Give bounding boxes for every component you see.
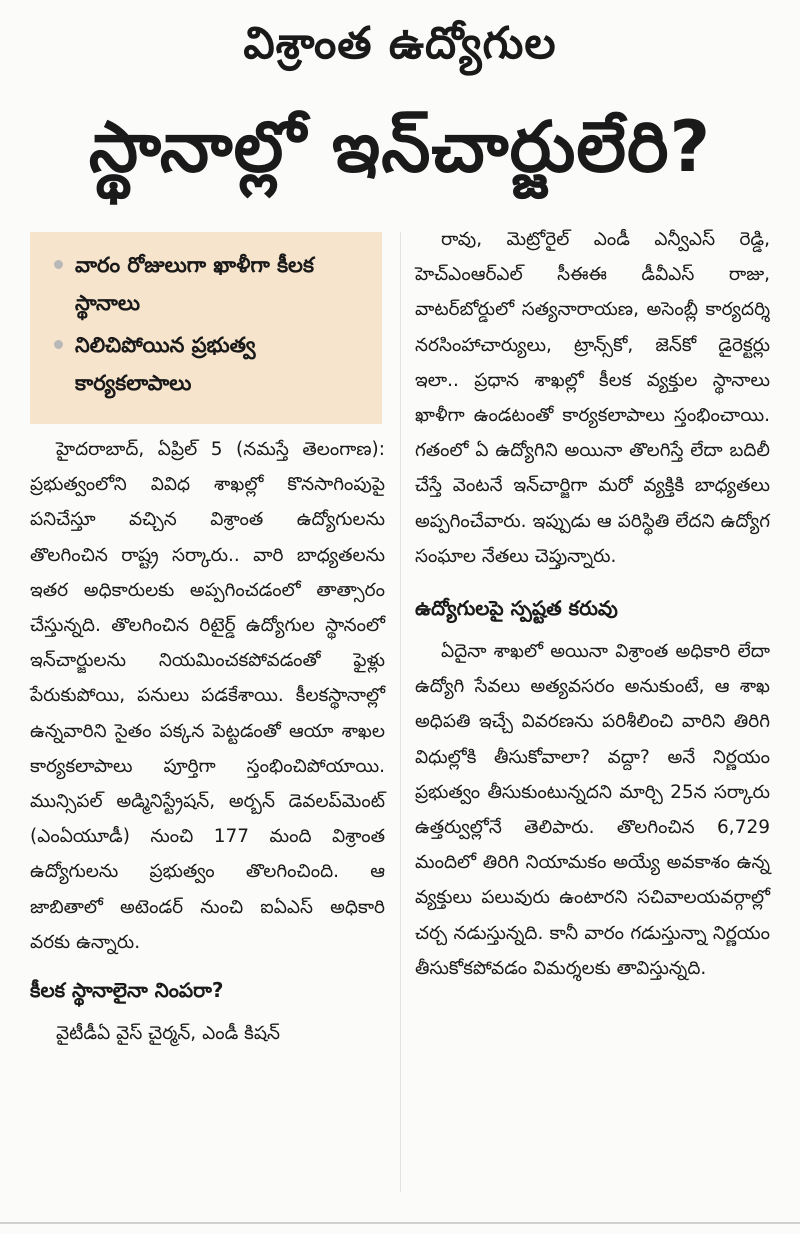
right-paragraph-2: ఏదైనా శాఖలో అయినా విశ్రాంత అధికారి లేదా ఉద్యోగి సేవలు అత్యవసరం అనుకుంటే, ఆ శాఖ అధిపతి ఇచ్చే వివరణను పరిశీలించి వారిని తిరిగి విధుల్లోకి తీసుకోవాలా? వద్దా? అనే నిర్ణయం ప్రభుత్వం తీసుకుంటున్నదని మార్చి 25న సర్కారు ఉత్తర్వుల్లోనే తెలిపారు. తొలగించిన 6,729 మందిలో తిరిగి నియామకం అయ్యే అవకాశం ఉన్న వ్యక్తులు పలువురు ఉంటారని సచివాలయవర్గాల్లో చర్చ నడుస్తున్నది. కానీ వారం గడుస్తున్నా నిర్ణయం తీసుకోకపోవడం విమర్శలకు తావిస్తున్నది. [415,641,770,979]
highlight-item [52,246,368,322]
right-paragraph-1: రావు, మెట్రోరైల్ ఎండీ ఎన్వీఎస్ రెడ్డి, హెచ్ఎంఆర్ఎల్ సీఈఈ డీవీఎస్ రాజు, వాటర్‌బోర్డులో సత్యనారాయణ, అసెంబ్లీ కార్యదర్శి నరసింహాచార్యులు, ట్రాన్స్‌కో, జెన్‌కో డైరెక్టర్లు ఇలా.. ప్రధాన శాఖల్లో కీలక వ్యక్తుల స్థానాలు ఖాళీగా ఉండటంతో కార్యకలాపాలు స్తంభించాయి. గతంలో ఏ ఉద్యోగిని అయినా తొలగిస్తే లేదా బదిలీ చేస్తే వెంటనే ఇన్‌చార్జిగా మరో వ్యక్తికి బాధ్యతలు అప్పగించేవారు. ఇప్పుడు ఆ పరిస్థితి లేదని ఉద్యోగ సంఘాల నేతలు చెప్తున్నారు. [415,229,770,567]
article-kicker: విశ్రాంత ఉద్యోగుల [243,18,557,69]
highlight-text: నిలిచిపోయిన ప్రభుత్వ కార్యకలాపాలు [75,333,256,395]
bottom-rule [0,1222,800,1224]
article-headline: స్థానాల్లో ఇన్‌చార్జులేరి? [88,106,712,188]
column-divider [400,232,401,1192]
right-column [415,222,770,986]
intro-paragraph: హైదరాబాద్, ఏప్రిల్ 5 (నమస్తే తెలంగాణ): ప్రభుత్వంలోని వివిధ శాఖల్లో కొనసాగింపుపై పనిచేస్తూ వచ్చిన విశ్రాంత ఉద్యోగులను తొలగించిన రాష్ట్ర సర్కారు.. వారి బాధ్యతలను ఇతర అధికారులకు అప్పగించడంలో తాత్సారం చేస్తున్నది. తొలగించిన రిటైర్డ్ ఉద్యోగుల స్థానంలో ఇన్‌చార్జులను నియమించకపోవడంతో ఫైళ్లు పేరుకుపోయి, పనులు పడకేశాయి. కీలకస్థానాల్లో ఉన్నవారిని సైతం పక్కన పెట్టడంతో ఆయా శాఖల కార్యకలాపాలు పూర్తిగా స్తంభించిపోయాయి. మున్సిపల్ అడ్మినిస్ట్రేషన్, అర్బన్ డెవలప్‌మెంట్ (ఎంఏయూడీ) నుంచి 177 మంది విశ్రాంత ఉద్యోగులను ప్రభుత్వం తొలగించింది. ఆ జాబితాలో అటెండర్ నుంచి ఐఏఎస్ అధికారి వరకు ఉన్నారు. [30,439,385,953]
highlight-item [52,326,368,402]
highlight-text: వారం రోజులుగా ఖాళీగా కీలక స్థానాలు [75,253,314,315]
bullet-icon [54,260,63,269]
left-subheading: కీలక స్థానాలైనా నింపరా? [30,978,224,1003]
highlights-box [30,232,382,424]
bullet-icon [54,340,63,349]
right-subheading: ఉద్యోగులపై స్పష్టత కరువు [415,596,618,621]
left-paragraph-2: వైటీడీఏ వైస్ చైర్మన్, ఎండీ కిషన్ [56,1023,281,1045]
left-column [30,432,385,1051]
